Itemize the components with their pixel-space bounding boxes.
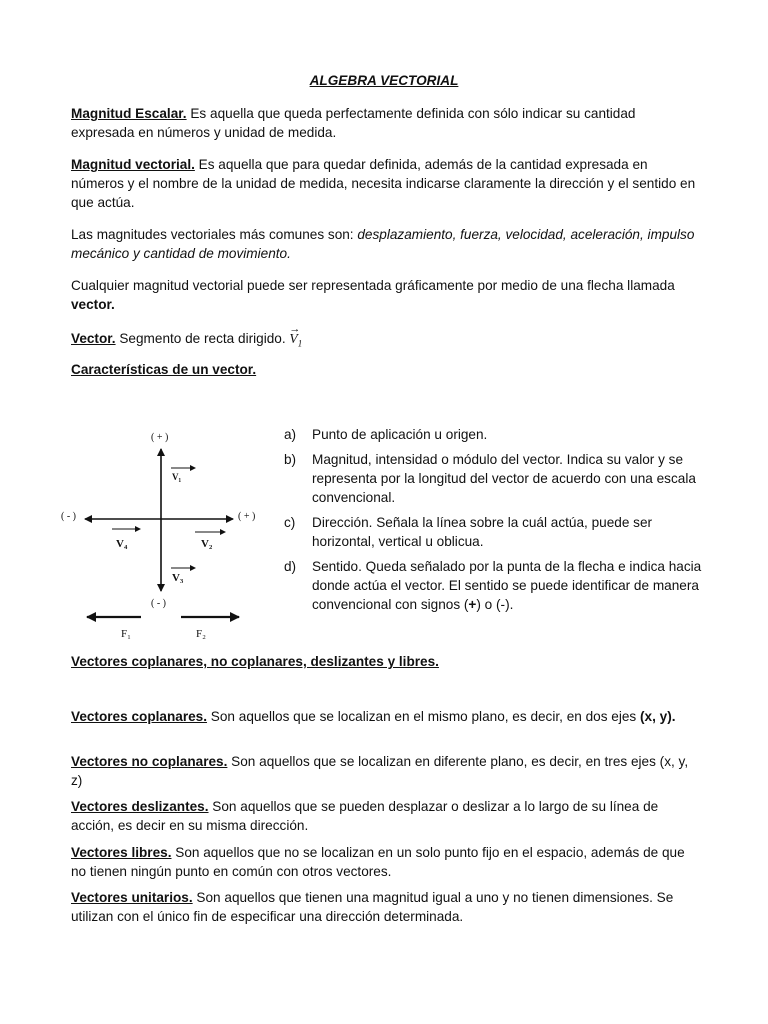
list-marker: b) [284, 452, 297, 467]
f1-label: F₁ [121, 628, 131, 640]
vector-symbol-subscript: 1 [297, 338, 303, 349]
v3-label: V₃ [172, 572, 184, 584]
list-text: Punto de aplicación u origen. [312, 427, 488, 442]
vector-term: Vector. [71, 331, 116, 346]
tipo-text: Son aquellos que tienen una magnitud igual a uno y no tienen dimensiones. Se utilizan con el único fin de especificar una dirección determinada. [71, 890, 674, 924]
list-marker: d) [284, 559, 297, 574]
list-marker: c) [284, 515, 296, 530]
list-text: Magnitud, intensidad o módulo del vector. Indica su valor y se representa por la longitud del vector de acuerdo con una escala convencional. [312, 452, 696, 505]
list-plus: + [468, 597, 477, 612]
vector-definition [71, 323, 701, 354]
vector-axes-diagram [55, 425, 285, 650]
right-sign-label: ( + ) [238, 511, 256, 522]
tipo-text: Son aquellos que no se localizan en un solo punto fijo en el espacio, además de que no tienen ningún punto en común con otros vectores. [71, 845, 685, 879]
list-item [284, 425, 704, 444]
caracteristicas-heading: Características de un vector. [71, 362, 257, 377]
tipo-paragraph [71, 707, 701, 726]
vectorial-term: Magnitud vectorial. [71, 157, 195, 172]
cualquier-paragraph [71, 276, 701, 314]
vector-text: Segmento de recta dirigido. [115, 331, 290, 346]
list-text-a: Sentido. Queda señalado por la punta de la flecha e indica hacia donde actúa el vector. El sentido se puede identificar de manera convencional con signos ( [312, 559, 702, 612]
comunes-lead: Las magnitudes vectoriales más comunes son: [71, 227, 358, 242]
vectorial-paragraph [71, 155, 701, 212]
left-sign-label: ( - ) [61, 511, 76, 522]
v2-label: V₂ [201, 538, 213, 550]
list-text-b: ) o (-). [476, 597, 514, 612]
down-sign-label: ( - ) [151, 598, 166, 609]
up-sign-label: ( + ) [151, 432, 169, 443]
tipo-term: Vectores no coplanares. [71, 754, 228, 769]
list-item [284, 450, 704, 507]
list-item [284, 557, 704, 614]
tipo-paragraph [71, 797, 701, 835]
tipo-term: Vectores unitarios. [71, 890, 193, 905]
list-marker: a) [284, 427, 297, 442]
comunes-paragraph [71, 225, 701, 263]
tipo-paragraph [71, 888, 701, 926]
vector-symbol-letter: V [289, 331, 298, 346]
tipo-term: Vectores deslizantes. [71, 799, 209, 814]
cualquier-bold: vector. [71, 297, 115, 312]
tipo-term: Vectores libres. [71, 845, 172, 860]
escalar-paragraph [71, 104, 701, 142]
tipo-term: Vectores coplanares. [71, 709, 208, 724]
list-text: Dirección. Señala la línea sobre la cuál actúa, puede ser horizontal, vertical u oblicua. [312, 515, 653, 549]
tipo-text: Son aquellos que se localizan en el mismo plano, es decir, en dos ejes [207, 709, 641, 724]
f2-label: F₂ [196, 628, 206, 640]
tipo-paragraph [71, 843, 701, 881]
characteristics-list [284, 425, 704, 620]
v1-label: V₁ [172, 472, 182, 482]
tipo-text: Son aquellos que se pueden desplazar o deslizar a lo largo de su línea de acción, es decir en su misma dirección. [71, 799, 659, 833]
escalar-term: Magnitud Escalar. [71, 106, 187, 121]
list-text [312, 559, 701, 612]
tipos-heading: Vectores coplanares, no coplanares, deslizantes y libres. [71, 654, 439, 669]
escalar-text: Es aquella que queda perfectamente definida con sólo indicar su cantidad expresada en números y unidad de medida. [71, 106, 636, 140]
list-item [284, 513, 704, 551]
comunes-italic: desplazamiento, fuerza, velocidad, aceleración, impulso mecánico y cantidad de movimiento. [71, 227, 695, 261]
tipo-bold-tail: (x, y). [640, 709, 676, 724]
v4-label: V₄ [116, 538, 128, 550]
tipo-text: Son aquellos que se localizan en diferente plano, es decir, en tres ejes (x, y, z) [71, 754, 689, 788]
tipo-paragraph [71, 752, 701, 790]
page-title: ALGEBRA VECTORIAL [309, 73, 459, 88]
vector-symbol: → $V_1$ [289, 323, 303, 349]
vectorial-text: Es aquella que para quedar definida, además de la cantidad expresada en números y el nombre de la unidad de medida, necesita indicarse claramente la dirección y el sentido en que actúa. [71, 157, 696, 210]
cualquier-text: Cualquier magnitud vectorial puede ser representada gráficamente por medio de una flecha llamada [71, 278, 675, 293]
